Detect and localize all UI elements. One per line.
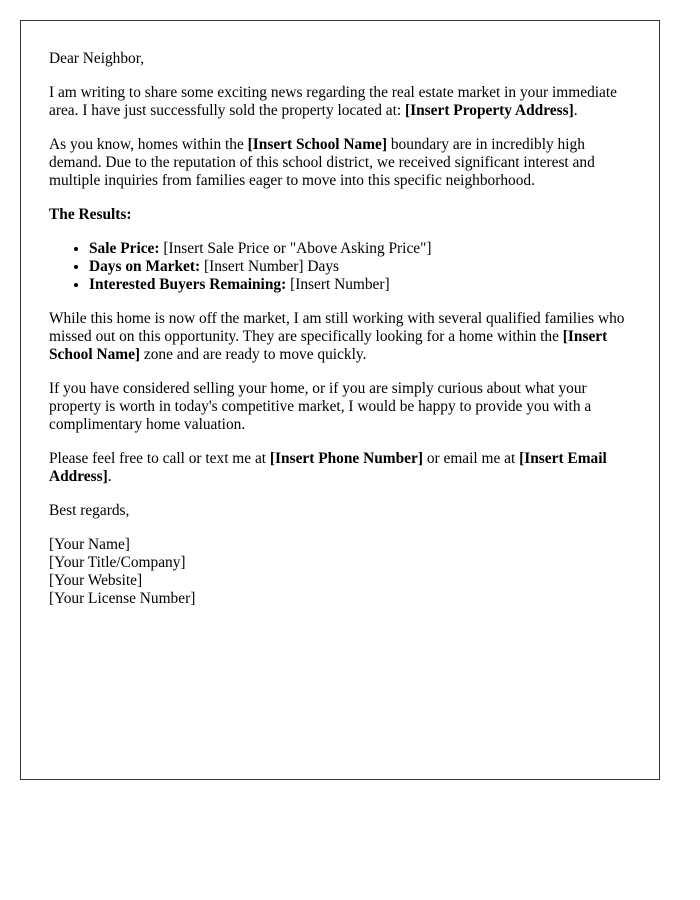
results-heading <box>49 206 631 224</box>
school-lead: As you know, homes within the <box>49 136 248 153</box>
result-value: [Insert Number] Days <box>200 258 340 275</box>
signature-title-company: [Your Title/Company] <box>49 554 186 571</box>
signature-name: [Your Name] <box>49 536 130 553</box>
phone-placeholder: [Insert Phone Number] <box>269 450 423 467</box>
intro-end: . <box>573 102 578 119</box>
buyers-rest: zone and are ready to move quickly. <box>140 346 367 363</box>
school-name-placeholder: [Insert School Name] <box>247 136 388 153</box>
intro-paragraph <box>49 84 631 120</box>
result-label: Days on Market: <box>89 258 201 275</box>
signature-block <box>49 536 631 608</box>
valuation-paragraph: If you have considered selling your home, or if you are simply curious about what your property is worth in today's competitive market, I would be happy to provide you with a complimentary home valuation. <box>49 380 592 433</box>
result-value: [Insert Sale Price or "Above Asking Price"] <box>159 240 432 257</box>
results-heading-text: The Results: <box>49 206 132 223</box>
letter-document <box>20 20 660 780</box>
greeting: Dear Neighbor, <box>49 50 145 67</box>
contact-lead: Please feel free to call or text me at <box>49 450 270 467</box>
contact-middle: or email me at <box>422 450 520 467</box>
buyers-paragraph <box>49 310 631 364</box>
result-value: [Insert Number] <box>286 276 390 293</box>
result-label: Sale Price: <box>89 240 160 257</box>
result-label: Interested Buyers Remaining: <box>89 276 287 293</box>
signature-license-number: [Your License Number] <box>49 590 196 607</box>
property-address-placeholder: [Insert Property Address] <box>405 102 574 119</box>
intro-text: I am writing to share some exciting news regarding the real estate market in your immediate area. I have just successfully sold the property located at: <box>49 84 617 119</box>
result-item-interested-buyers <box>89 276 631 294</box>
contact-end: . <box>107 468 112 485</box>
results-list <box>49 240 631 294</box>
buyers-lead: While this home is now off the market, I am still working with several qualified families who missed out on this opportunity. They are specifically looking for a home within the <box>49 310 625 345</box>
closing: Best regards, <box>49 502 130 519</box>
result-item-days-on-market <box>89 258 631 276</box>
school-rest: boundary are in incredibly high demand. Due to the reputation of this school district, we received significant interest and multiple inquiries from families eager to move into this specific neighborhood. <box>49 136 595 189</box>
school-paragraph <box>49 136 631 190</box>
email-placeholder: [Insert Email Address] <box>49 450 607 485</box>
signature-website: [Your Website] <box>49 572 143 589</box>
school-name-placeholder: [Insert School Name] <box>49 328 608 363</box>
result-item-sale-price <box>89 240 631 258</box>
contact-paragraph <box>49 450 631 486</box>
